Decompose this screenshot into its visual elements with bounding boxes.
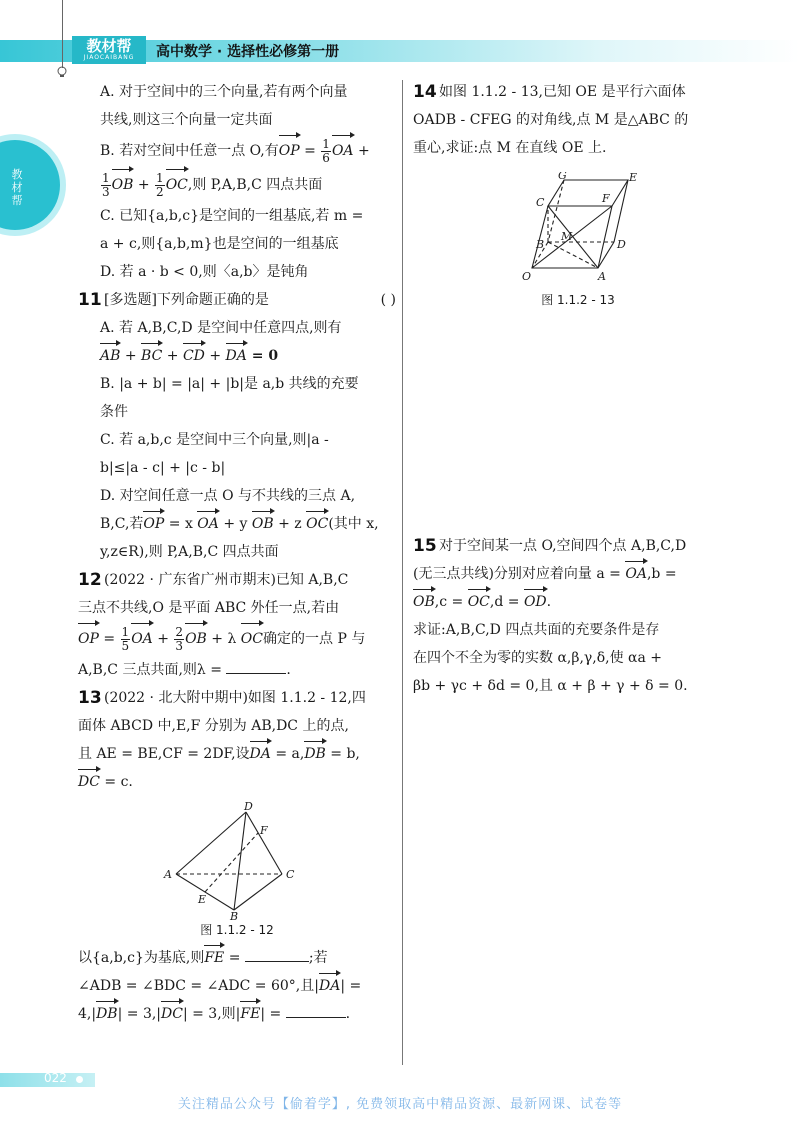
question-number: 13	[78, 688, 102, 708]
header-decoration-line	[62, 0, 63, 68]
watermark-text: 关注精品公众号【偷着学】, 免费领取高中精品资源、最新网课、试卷等	[177, 1097, 623, 1112]
book-title: 高中数学 · 选择性必修第一册	[156, 44, 340, 60]
question-number: 14	[413, 82, 437, 102]
answer-blank	[286, 1003, 346, 1018]
tetrahedron-figure	[162, 802, 312, 920]
label-c: C	[536, 196, 545, 209]
answer-space	[413, 314, 743, 532]
fraction: $\frac{2}{3}$	[175, 624, 184, 653]
vector: OB	[185, 622, 207, 656]
question-13: 13 (2022 · 北大附中期中)如图 1.1.2 - 12,四	[78, 684, 396, 712]
vector: OA	[625, 560, 647, 588]
label-g: G	[558, 172, 567, 182]
question-12: 12 (2022 · 广东省广州市期末)已知 A,B,C	[78, 566, 396, 594]
segment-ba-hidden	[548, 242, 598, 268]
label-c: C	[286, 868, 295, 881]
vector: OB	[252, 510, 274, 538]
q11-option-d: D. 对空间任意一点 O 与不共线的三点 A, B,C,若OP = x OA + y OB + z OC(其中 x, y,z∈R),则 P,A,B,C 四点共面	[100, 488, 379, 560]
label-f: F	[602, 192, 610, 205]
side-tab	[0, 140, 60, 230]
fraction: $\frac{1}{3}$	[102, 170, 110, 199]
brand-name: 教材帮	[86, 37, 132, 55]
label-a: A	[164, 868, 172, 881]
vector: OC	[166, 168, 188, 202]
q11-option-a: A. 若 A,B,C,D 是空间中任意四点,则有 AB + BC + CD + DA = 0	[78, 314, 396, 370]
left-column: A. 对于空间中的三个向量,若有两个向量 共线,则这三个向量一定共面 B. 若对空间中任意一点 O,有OP = $\frac{1}{6}$ OA + $\frac{1}{3}$ OB + $\frac{1}{2}$ OC,则 P,A,B,C 四点共面 C. 已知{a,b,c}是空间的一组基底,若 m = a + c,则{a,b,m}也是空间的一组基底 D. 若 a · b < 0,则〈a,b〉是钝角 11 [多选题]下列命题正确的是 ( ) A. 若 A,B,C,D 是空间中任意四点,则有 AB + BC + CD + DA = 0 B. |a + b| = |a| + |b|是 a,b 共线的充要 条件 C. 若 a,b,c 是空间中三个向量,则|a - b|≤|a - c| + |c - b| D. 对空间任意一点 O 与不共线的三点 A, B,C,若OP = x OA + y OB + z OC(其中 x, y,z∈R),则 P,A,B,C 四点共面 12 (2022 · 广东省广州市期末)已知 A,B,C 三点不共线,O 是平面 ABC 外任一点,若由 OP = $\frac{1}{5}$ OA + $\frac{2}{3}$ OB + λ OC确定的一点 P 与 A,B,C 三点共面,则λ = . 13 (2022 · 北大附中期中)如图 1.1.2 - 12,四 面体 ABCD 中,E,F 分别为 AB,DC 上的点, 且 AE = BE,CF = 2DF,设DA = a,DB = b, DC = c. D F A C E B 图 1.1.2 - 12 以{a,b,c}为基底,则FE = ;若 ∠ADB = ∠BDC = ∠ADC = 60°,且|DA| = 4,|DB| = 3,|DC| = 3,则|FE| = .	[78, 78, 396, 1028]
fraction: $\frac{1}{6}$	[322, 136, 330, 165]
vector: OA	[197, 510, 219, 538]
vector: DB	[304, 740, 326, 768]
label-b: B	[230, 910, 239, 920]
edge-bc	[234, 874, 282, 910]
edge-da	[176, 812, 246, 874]
vector: FE	[204, 944, 224, 972]
label-o: O	[522, 270, 532, 283]
vector: OP	[143, 510, 164, 538]
vector: OA	[131, 622, 153, 656]
label-d: D	[617, 238, 626, 251]
vector: OP	[78, 622, 99, 656]
q10-option-b: B. 若对空间中任意一点 O,有OP = $\frac{1}{6}$ OA + $\frac{1}{3}$ OB + $\frac{1}{2}$ OC,则 P,A,B,C 四点共面	[78, 134, 396, 202]
q11-option-b: B. |a + b| = |a| + |b|是 a,b 共线的充要 条件	[100, 376, 359, 420]
vector: OC	[306, 510, 328, 538]
question-11: 11 [多选题]下列命题正确的是 ( )	[78, 286, 396, 314]
q10-option-d: D. 若 a · b < 0,则〈a,b〉是钝角	[100, 264, 309, 280]
lightbulb-icon	[56, 66, 68, 78]
label-a: A	[598, 270, 606, 283]
question-number: 12	[78, 570, 102, 590]
question-number: 15	[413, 536, 437, 556]
parallelepiped-figure	[518, 172, 638, 290]
vector: DA	[319, 972, 340, 1000]
vector: OB	[413, 588, 435, 616]
edge-back-right	[614, 180, 628, 242]
fraction: $\frac{1}{2}$	[156, 170, 164, 199]
label-d: D	[244, 802, 253, 813]
vector: DC	[78, 768, 100, 796]
answer-blank	[245, 947, 309, 962]
side-tab-label: 教材帮	[11, 168, 23, 207]
answer-blank	[226, 659, 286, 674]
vector: DA	[226, 342, 247, 370]
question-number: 11	[78, 290, 102, 310]
right-column: 14 如图 1.1.2 - 13,已知 OE 是平行六面体 OADB - CFEG 的对角线,点 M 是△ABC 的 重心,求证:点 M 在直线 OE 上. G E C F M B D O A 图 1.1.2 - 13 15 对于空间某一点 O,空间四个点 A,B,C,D (无三点共线)分别对应着向量 a = OA,b = OB,c = OC,d = OD. 求证:A,B,C,D 四点共面的充要条件是存 在四个不全为零的实数 α,β,γ,δ,使 αa + βb + γc + δd = 0,且 α + β + γ + δ = 0.	[413, 78, 743, 700]
label-b: B	[536, 238, 545, 251]
label-e: E	[198, 893, 207, 906]
label-f: F	[260, 824, 268, 837]
label-e: E	[629, 172, 638, 184]
answer-paren: ( )	[380, 292, 396, 308]
brand-subtitle: JIAOCAIBANG	[83, 54, 135, 61]
q10-option-a: A. 对于空间中的三个向量,若有两个向量 共线,则这三个向量一定共面	[100, 84, 348, 128]
vector: FE	[240, 1000, 260, 1028]
vector: OB	[112, 168, 134, 202]
fraction: $\frac{1}{5}$	[121, 624, 130, 653]
vector: AB	[100, 342, 120, 370]
vector: OP	[279, 134, 300, 168]
vector: OA	[332, 134, 354, 168]
segment-ca	[548, 206, 598, 268]
page-dot-icon	[76, 1076, 83, 1083]
vector: CD	[183, 342, 205, 370]
vector: BC	[141, 342, 162, 370]
vector: OC	[241, 622, 263, 656]
figure-caption: 图 1.1.2 - 12	[200, 923, 274, 937]
q11-option-c: C. 若 a,b,c 是空间中三个向量,则|a - b|≤|a - c| + |c - b|	[100, 432, 329, 476]
label-m: M	[561, 230, 573, 243]
vector: DC	[161, 1000, 183, 1028]
vector: DB	[96, 1000, 118, 1028]
vector: OC	[468, 588, 490, 616]
vector: DA	[250, 740, 271, 768]
edge-dc	[246, 812, 282, 874]
face-top	[548, 180, 628, 206]
question-15: 15 对于空间某一点 O,空间四个点 A,B,C,D	[413, 532, 743, 560]
question-14: 14 如图 1.1.2 - 13,已知 OE 是平行六面体	[413, 78, 743, 106]
brand-logo	[72, 36, 146, 64]
q10-option-c: C. 已知{a,b,c}是空间的一组基底,若 m = a + c,则{a,b,m}也是空间的一组基底	[100, 208, 364, 252]
vector: OD	[524, 588, 547, 616]
page-number: 022	[44, 1071, 67, 1085]
figure-caption: 图 1.1.2 - 13	[541, 293, 615, 307]
edge-db	[234, 812, 246, 910]
column-divider	[402, 80, 403, 1065]
